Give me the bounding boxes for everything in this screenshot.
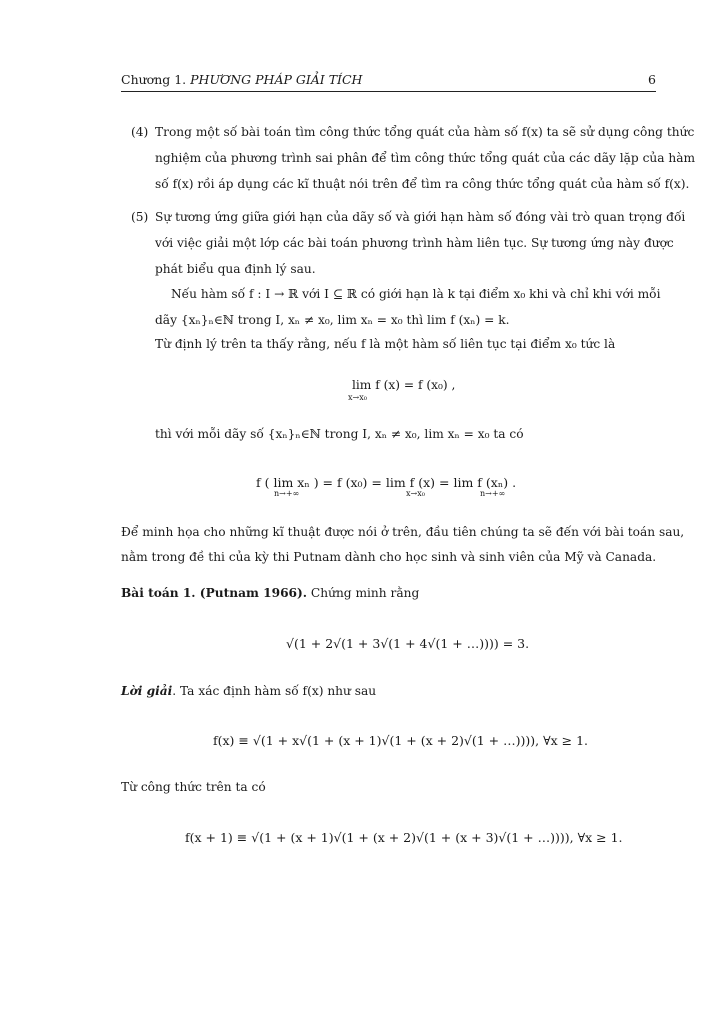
equation-sequence-limit: f ( lim xₙ ) = f (x₀) = lim f (x) = lim f (xₙ) .: [256, 475, 517, 490]
problem-statement: [121, 585, 419, 601]
eq2-subscript-n2: n→+∞: [480, 489, 506, 498]
item4-label: (4): [131, 125, 149, 139]
chapter-prefix: Chương 1.: [121, 72, 187, 87]
equation-f-definition: f(x) ≡ √(1 + x√(1 + (x + 1)√(1 + (x + 2)√(1 + …)))), ∀x ≥ 1.: [213, 733, 589, 748]
item5-line1: Sự tương ứng giữa giới hạn của dãy số và giới hạn hàm số đóng vài trò quan trọng đối: [155, 210, 686, 224]
then-line: thì với mỗi dãy số {xₙ}ₙ∈ℕ trong I, xₙ ≠ x₀, lim xₙ = x₀ ta có: [155, 427, 524, 441]
item4-line1: Trong một số bài toán tìm công thức tổng quát của hàm số f(x) ta sẽ sử dụng công thức: [155, 125, 695, 139]
solution-text: . Ta xác định hàm số f(x) như sau: [172, 684, 377, 698]
from-formula-line: Từ công thức trên ta có: [121, 780, 266, 794]
remark-line: Từ định lý trên ta thấy rằng, nếu f là một hàm số liên tục tại điểm x₀ tức là: [155, 337, 616, 351]
eq2-subscript-n1: n→+∞: [274, 489, 300, 498]
item5-line3: phát biểu qua định lý sau.: [155, 262, 316, 276]
item4-line3: số f(x) rồi áp dụng các kĩ thuật nói trên để tìm ra công thức tổng quát của hàm số f(x).: [155, 177, 690, 191]
equation-continuity: lim f (x) = f (x₀) ,: [352, 378, 456, 392]
page-number: 6: [648, 72, 656, 87]
intro-line1: Để minh họa cho những kĩ thuật được nói ở trên, đầu tiên chúng ta sẽ đến với bài toán sau,: [121, 525, 685, 539]
item5-label: (5): [131, 210, 149, 224]
solution-intro: [121, 683, 376, 699]
chapter-title: PHƯƠNG PHÁP GIẢI TÍCH: [190, 72, 363, 87]
problem-title: Bài toán 1. (Putnam 1966).: [121, 586, 308, 600]
putnam-equation: √(1 + 2√(1 + 3√(1 + 4√(1 + …)))) = 3.: [286, 636, 530, 651]
equation-f-shifted: f(x + 1) ≡ √(1 + (x + 1)√(1 + (x + 2)√(1 + (x + 3)√(1 + …)))), ∀x ≥ 1.: [185, 830, 623, 845]
item5-line2: với việc giải một lớp các bài toán phương trình hàm liên tục. Sự tương ứng này được: [155, 236, 674, 250]
solution-title: Lời giải: [121, 684, 173, 698]
theorem-line1: Nếu hàm số f : I → ℝ với I ⊆ ℝ có giới hạn là k tại điểm x₀ khi và chỉ khi với mỗi: [171, 287, 661, 301]
item4-line2: nghiệm của phương trình sai phân để tìm công thức tổng quát của các dãy lặp của hàm: [155, 151, 696, 165]
problem-text: Chứng minh rằng: [310, 586, 420, 600]
equation-continuity-subscript: x→x₀: [348, 393, 367, 402]
intro-line2: nằm trong đề thi của kỳ thi Putnam dành cho học sinh và sinh viên của Mỹ và Canada.: [121, 550, 657, 564]
theorem-line2: dãy {xₙ}ₙ∈ℕ trong I, xₙ ≠ x₀, lim xₙ = x₀ thì lim f (xₙ) = k.: [155, 313, 510, 327]
header-chapter: [121, 72, 362, 87]
running-header: [121, 72, 656, 88]
header-rule: [121, 91, 656, 92]
eq2-subscript-x: x→x₀: [406, 489, 425, 498]
